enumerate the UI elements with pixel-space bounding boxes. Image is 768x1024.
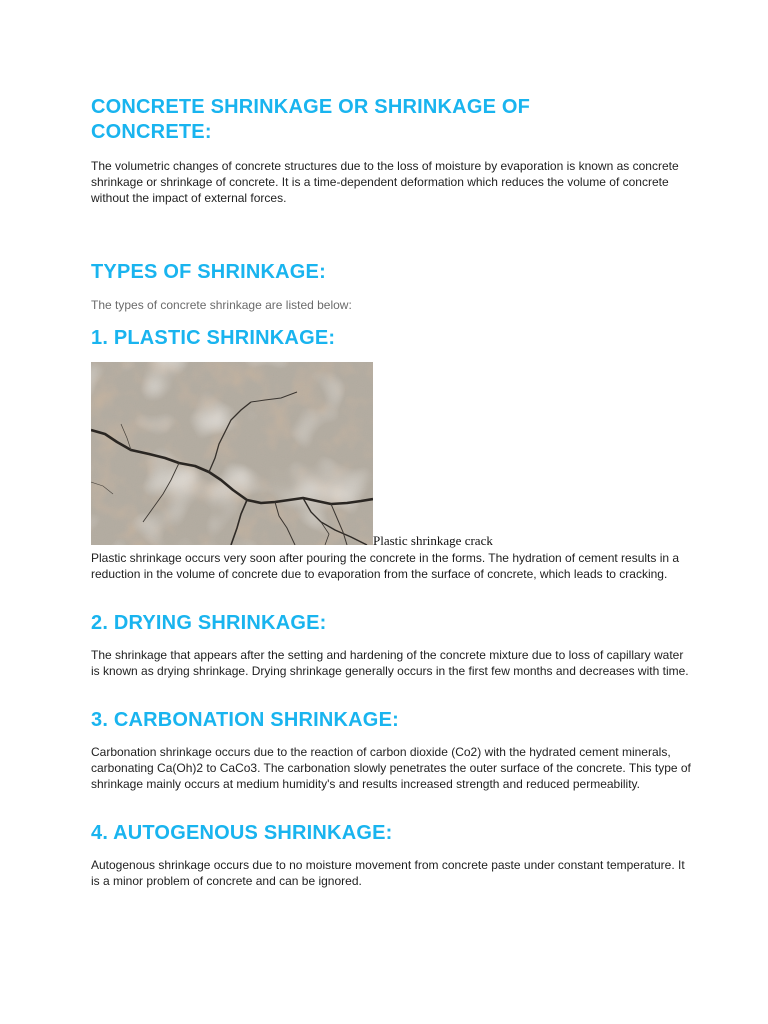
autogenous-shrinkage-paragraph: Autogenous shrinkage occurs due to no moisture movement from concrete paste under constant temperature. It is a minor problem of concrete and can be ignored. (91, 858, 685, 888)
types-heading: TYPES OF SHRINKAGE: (91, 261, 326, 283)
drying-shrinkage-paragraph: The shrinkage that appears after the setting and hardening of the concrete mixture due to loss of capillary water is known as drying shrinkage. Drying shrinkage generally occurs in the first few months and decreases with time. (91, 648, 689, 678)
intro-paragraph: The volumetric changes of concrete structures due to the loss of moisture by evaporation is known as concrete shrinkage or shrinkage of concrete. It is a time-dependent deformation which reduces the volume of concrete without the impact of external forces. (91, 159, 679, 205)
plastic-shrinkage-paragraph: Plastic shrinkage occurs very soon after pouring the concrete in the forms. The hydration of cement results in a reduction in the volume of concrete due to evaporation from the surface of concrete, which leads to cracking. (91, 551, 680, 581)
section-heading-plastic: 1. PLASTIC SHRINKAGE: (91, 327, 336, 349)
plastic-shrinkage-crack-image (91, 362, 373, 545)
carbonation-shrinkage-paragraph: Carbonation shrinkage occurs due to the reaction of carbon dioxide (Co2) with the hydrated cement minerals, carbonating Ca(Oh)2 to CaCo3. The carbonation slowly penetrates the outer surface of the concrete. This type of shrinkage mainly occurs at medium humidity's and results increased strength and reduced permeability. (91, 745, 691, 791)
types-intro-text: The types of concrete shrinkage are listed below: (91, 298, 352, 312)
section-heading-carbonation: 3. CARBONATION SHRINKAGE: (91, 709, 399, 731)
page-title: CONCRETE SHRINKAGE OR SHRINKAGE OF CONCRETE: (91, 96, 531, 143)
image-caption: Plastic shrinkage crack (373, 533, 493, 548)
section-heading-autogenous: 4. AUTOGENOUS SHRINKAGE: (91, 822, 393, 844)
section-heading-drying: 2. DRYING SHRINKAGE: (91, 612, 327, 634)
